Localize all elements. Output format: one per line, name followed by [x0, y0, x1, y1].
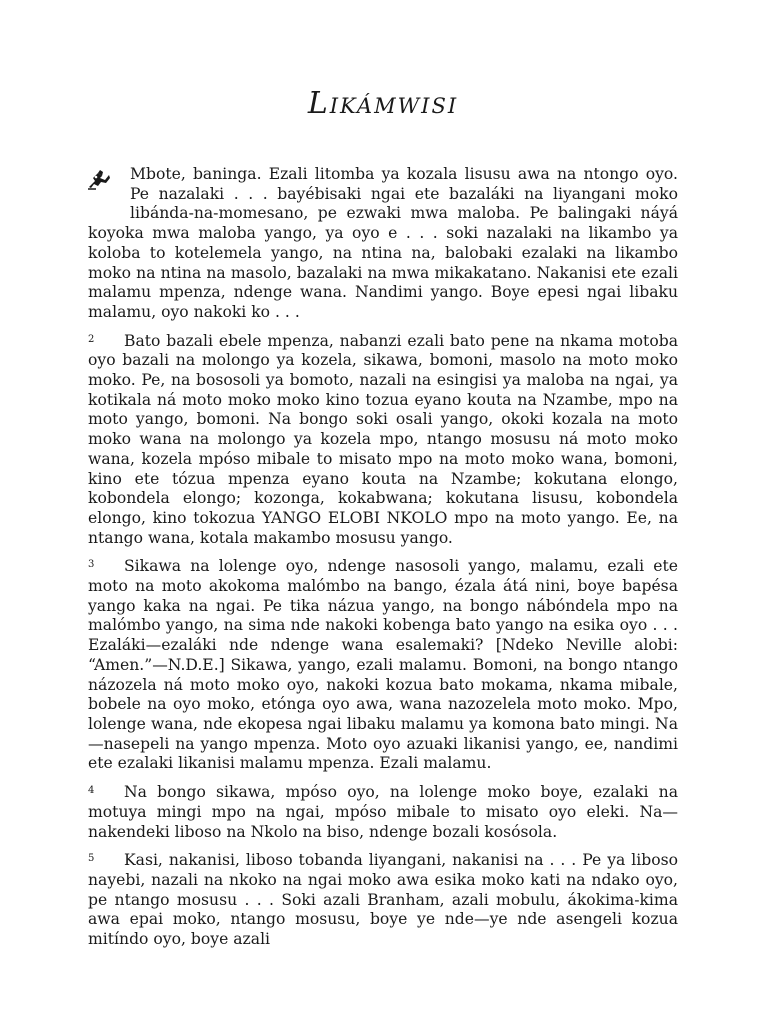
document-page: [88, 86, 678, 959]
paragraph-3: [88, 557, 678, 774]
paragraph-5: [88, 851, 678, 950]
paragraph-text: Bato bazali ebele mpenza, nabanzi ezali bato pene na nkama motoba oyo bazali na molongo ya kozela, sikawa, bomoni, masolo na moto moko moko. Pe, na bososoli ya bomoto, nazali na esingisi ya maloba na ngai, ya kotikala ná moto moko moko kino tozua eyano kouta na Nzambe, mpo na moto yango, bomoni. Na bongo soki osali yango, okoki kozala na moto moko wana na molongo ya kozela mpo, ntango mosusu ná moto moko wana, kozela mpóso mibale to misato mpo na moto moko wana, bomoni, kino ete tózua mpenza eyano kouta na Nzambe; kokutana elongo, kobondela elongo; kozonga, kokabwana; kokutana lisusu, kobondela elongo, kino tokozua YANGO ELOBI NKOLO mpo na moto yango. Ee, na ntango wana, kotala makambo mosusu yango.: [88, 331, 678, 547]
speaker-ornament-icon: [86, 167, 130, 205]
paragraph-text: Sikawa na lolenge oyo, ndenge nasosoli yango, malamu, ezali ete moto na moto akokoma malómbo na bango, ézala átá nini, boye bapésa yango kaka na ngai. Pe tika názua yango, na bongo nábóndela mpo na malómbo yango, na sima nde nakoki kobenga bato yango na esika oyo . . . Ezaláki—ezaláki nde ndenge wana esalemaki? [Ndeko Neville alobi: “Amen.”—N.D.E.] Sikawa, yango, ezali malamu. Bomoni, na bongo ntango názozela ná moto moko oyo, nakoki kozua bato mokama, nkama mibale, bobele na oyo moko, etónga oyo awa, wana nazozelela moto moko. Mpo, lolenge wana, nde ekopesa ngai libaku malamu ya komona bato mingi. Na—nasepeli na yango mpenza. Moto oyo azuaki likanisi yango, ee, nandimi ete ezalaki likanisi malamu mpenza. Ezali malamu.: [88, 557, 678, 773]
paragraph-number: 4: [88, 785, 95, 797]
paragraph-number: 3: [88, 559, 95, 571]
paragraph-text: Mbote, baninga. Ezali litomba ya kozala lisusu awa na ntongo oyo. Pe nazalaki . . . bayébisaki ngai ete bazaláki na liyangani moko libánda-na-momesano, pe ezwaki mwa maloba. Pe balingaki náyá koyoka mwa maloba yango, ya oyo e . . . soki nazalaki na likambo ya koloba to kotelemela yango, na ntina na, balobaki ezalaki na likambo moko na ntina na masolo, bazalaki na mwa mikakatano. Nakanisi ete ezali malamu mpenza, ndenge wana. Nandimi yango. Boye epesi ngai libaku malamu, oyo nakoki ko . . .: [88, 165, 678, 321]
paragraph-1: [88, 165, 678, 323]
paragraph-text: Kasi, nakanisi, liboso tobanda liyangani, nakanisi na . . . Pe ya liboso nayebi, nazali na nkoko na ngai moko awa esika moko kati na ndako oyo, pe ntango mosusu . . . Soki azali Branham, azali mobulu, ákokima-kima awa epai moko, ntango mosusu, boye ye nde—ye nde asengeli kozua mitíndo oyo, boye azali: [88, 851, 678, 949]
paragraph-2: [88, 332, 678, 549]
paragraph-number: 5: [88, 853, 95, 865]
paragraph-4: [88, 783, 678, 842]
paragraph-text: Na bongo sikawa, mpóso oyo, na lolenge moko boye, ezalaki na motuya mingi mpo na ngai, mpóso mibale to misato oyo eleki. Na—nakendeki liboso na Nkolo na biso, ndenge bozali kosósola.: [88, 783, 678, 841]
page-title: Likámwisi: [307, 86, 459, 121]
paragraph-number: 2: [88, 333, 95, 345]
